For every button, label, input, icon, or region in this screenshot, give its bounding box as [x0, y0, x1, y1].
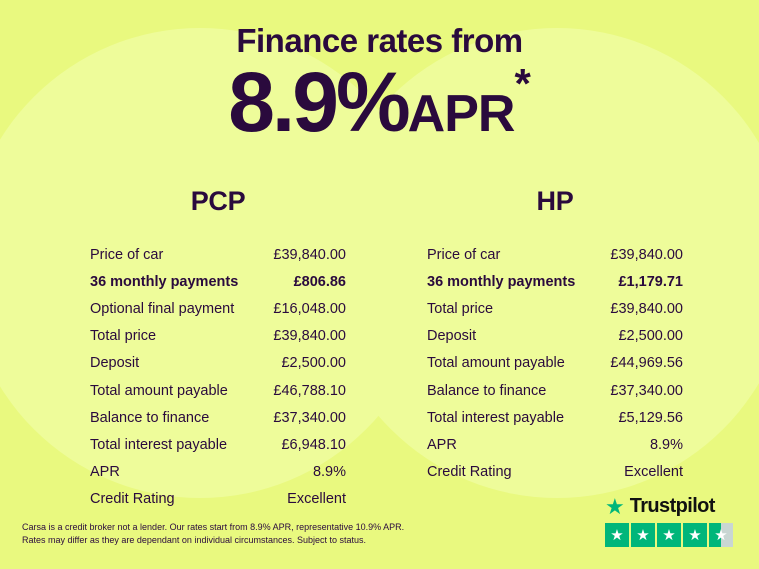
disclaimer [22, 521, 442, 547]
table-row [405, 268, 705, 295]
row-label: Credit Rating [90, 491, 175, 508]
row-label: Deposit [427, 328, 477, 345]
table-row [68, 459, 368, 486]
star-icon: ★ [657, 523, 681, 547]
row-label: Total amount payable [427, 355, 565, 372]
row-label: Price of car [427, 246, 501, 263]
table-row [405, 323, 705, 350]
row-label: Total interest payable [427, 409, 565, 426]
disclaimer-line-2: Rates may differ as they are dependant on individual circumstances. Subject to status. [22, 534, 367, 545]
panel-hp-title: HP [536, 186, 574, 216]
row-label: Total price [90, 328, 157, 345]
panel-hp [405, 186, 705, 486]
trustpilot-stars [605, 523, 737, 547]
row-label: 36 monthly payments [427, 273, 576, 290]
row-value: £1,179.71 [618, 273, 683, 290]
table-row [405, 404, 705, 431]
rate-number: 8.9% [228, 55, 408, 149]
row-label: Deposit [90, 355, 140, 372]
table-row [405, 377, 705, 404]
table-row [68, 486, 368, 513]
headline: Finance rates from [236, 22, 523, 59]
star-icon: ★ [631, 523, 655, 547]
table-row [68, 323, 368, 350]
star-half-icon: ★ [709, 523, 733, 547]
table-row [405, 431, 705, 458]
row-value: £44,969.56 [610, 355, 683, 372]
row-label: APR [427, 436, 457, 453]
trustpilot-star-icon: ★ [605, 493, 625, 519]
table-row [405, 459, 705, 486]
table-row [68, 377, 368, 404]
rate-asterisk: * [514, 60, 531, 107]
row-value: £39,840.00 [610, 300, 683, 317]
table-row [405, 350, 705, 377]
table-row [68, 268, 368, 295]
star-icon: ★ [605, 523, 629, 547]
row-value: £37,340.00 [610, 382, 683, 399]
row-value: Excellent [624, 464, 683, 481]
row-value: £37,340.00 [273, 409, 346, 426]
row-label: Total amount payable [90, 382, 228, 399]
row-label: Total interest payable [90, 436, 228, 453]
table-row [68, 431, 368, 458]
row-value: 8.9% [649, 436, 683, 453]
row-value: £6,948.10 [281, 436, 346, 453]
row-label: Price of car [90, 246, 164, 263]
trustpilot-wordmark: Trustpilot [629, 495, 715, 517]
table-row [68, 350, 368, 377]
row-value: £39,840.00 [610, 246, 683, 263]
row-label: Balance to finance [427, 382, 547, 399]
table-row [405, 295, 705, 322]
row-value: £39,840.00 [273, 328, 346, 345]
panel-pcp-title: PCP [190, 186, 246, 216]
row-value: £46,788.10 [273, 382, 346, 399]
row-value: £5,129.56 [618, 409, 683, 426]
row-label: 36 monthly payments [90, 273, 239, 290]
panel-pcp [68, 186, 368, 513]
row-label: Optional final payment [90, 300, 235, 317]
disclaimer-line-1: Carsa is a credit broker not a lender. Our rates start from 8.9% APR, representative 10.9% APR. [22, 521, 405, 532]
row-label: Total price [427, 300, 494, 317]
row-value: £2,500.00 [281, 355, 346, 372]
row-label: APR [90, 464, 120, 481]
row-value: £806.86 [293, 273, 346, 290]
star-icon: ★ [683, 523, 707, 547]
row-value: £2,500.00 [618, 328, 683, 345]
trustpilot-rating [605, 495, 737, 547]
row-value: £16,048.00 [273, 300, 346, 317]
row-value: £39,840.00 [273, 246, 346, 263]
table-row [68, 404, 368, 431]
table-row [405, 241, 705, 268]
table-row [68, 295, 368, 322]
table-row [68, 241, 368, 268]
rate-display [0, 55, 759, 149]
row-value: Excellent [287, 491, 346, 508]
row-label: Credit Rating [427, 464, 512, 481]
trustpilot-logo [605, 495, 737, 518]
row-label: Balance to finance [90, 409, 210, 426]
row-value: 8.9% [312, 464, 346, 481]
rate-unit: APR [407, 85, 515, 143]
